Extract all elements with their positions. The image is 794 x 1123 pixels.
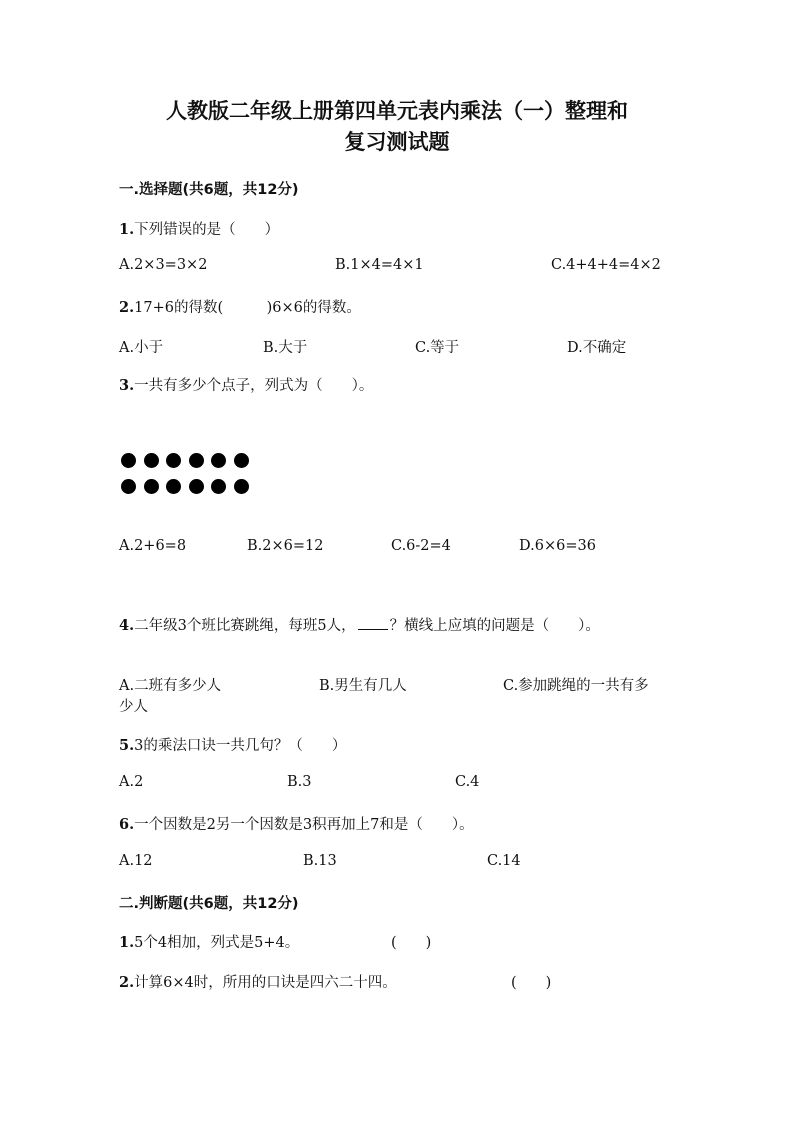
q6-option-a: A.12 [119,853,153,869]
dot [189,479,204,494]
judgment-2 [119,971,397,992]
question-6 [119,813,474,834]
q4-option-c-continued: 少人 [119,699,148,715]
q3-option-c: C.6-2=4 [391,538,451,554]
question-text: 一共有多少个点子，列式为（ ）。 [134,378,374,394]
q2-option-a: A.小于 [119,340,164,356]
question-5 [119,734,346,755]
judgment-1-answer-parens: ( ) [391,935,432,951]
dot [234,479,249,494]
dot [234,453,249,468]
judgment-2-answer-parens: ( ) [511,975,552,991]
q6-option-b: B.13 [303,853,337,869]
question-text-before-blank: 二年级3个班比赛跳绳，每班5人， [134,618,356,634]
q3-option-b: B.2×6=12 [247,538,324,554]
title-line-2: 复习测试题 [344,130,450,154]
question-text: 一个因数是2另一个因数是3积再加上7和是（ ）。 [134,817,474,833]
section-multiple-choice-heading: 一.选择题(共6题，共12分) [119,182,299,198]
q3-option-a: A.2+6=8 [119,538,187,554]
q2-option-d: D.不确定 [567,340,627,356]
q1-option-b: B.1×4=4×1 [335,257,424,273]
judgment-1 [119,931,299,952]
question-4 [119,614,600,635]
question-number: 1. [119,934,135,951]
question-number: 6. [119,816,135,833]
section-true-false-heading: 二.判断题(共6题，共12分) [119,896,299,912]
question-2 [119,296,361,317]
dot [121,479,136,494]
dot [189,453,204,468]
dot [211,453,226,468]
q6-option-c: C.14 [487,853,521,869]
question-number: 2. [119,974,135,991]
question-text: 计算6×4时，所用的口诀是四六二十四。 [134,975,397,991]
fill-blank-line [358,629,388,630]
question-text: 17+6的得数( )6×6的得数。 [134,300,361,316]
dot [211,479,226,494]
question-3 [119,374,373,395]
question-text: 5个4相加，列式是5+4。 [134,935,300,951]
question-number: 4. [119,617,135,634]
question-number: 2. [119,299,135,316]
q5-option-a: A.2 [119,774,144,790]
question-number: 5. [119,737,135,754]
title-line-1: 人教版二年级上册第四单元表内乘法（一）整理和 [166,99,628,123]
question-text: 下列错误的是（ ） [134,222,280,238]
q5-option-b: B.3 [287,774,312,790]
dot [144,453,159,468]
dot [166,453,181,468]
q4-option-c: C.参加跳绳的一共有多 [503,678,649,694]
q2-option-c: C.等于 [415,340,460,356]
q4-option-b: B.男生有几人 [319,678,407,694]
dot [144,479,159,494]
question-number: 3. [119,377,135,394]
question-text: 3的乘法口诀一共几句？（ ） [134,738,347,754]
question-text-after-blank: ？横线上应填的问题是（ ）。 [389,618,600,634]
q3-option-d: D.6×6=36 [519,538,596,554]
q4-option-a: A.二班有多少人 [119,678,222,694]
q5-option-c: C.4 [455,774,480,790]
dot [166,479,181,494]
dot [121,453,136,468]
worksheet-title [0,96,794,158]
q1-option-a: A.2×3=3×2 [119,257,208,273]
question-1 [119,218,279,239]
q1-option-c: C.4+4+4=4×2 [551,257,661,273]
question-number: 1. [119,221,135,238]
q2-option-b: B.大于 [263,340,308,356]
